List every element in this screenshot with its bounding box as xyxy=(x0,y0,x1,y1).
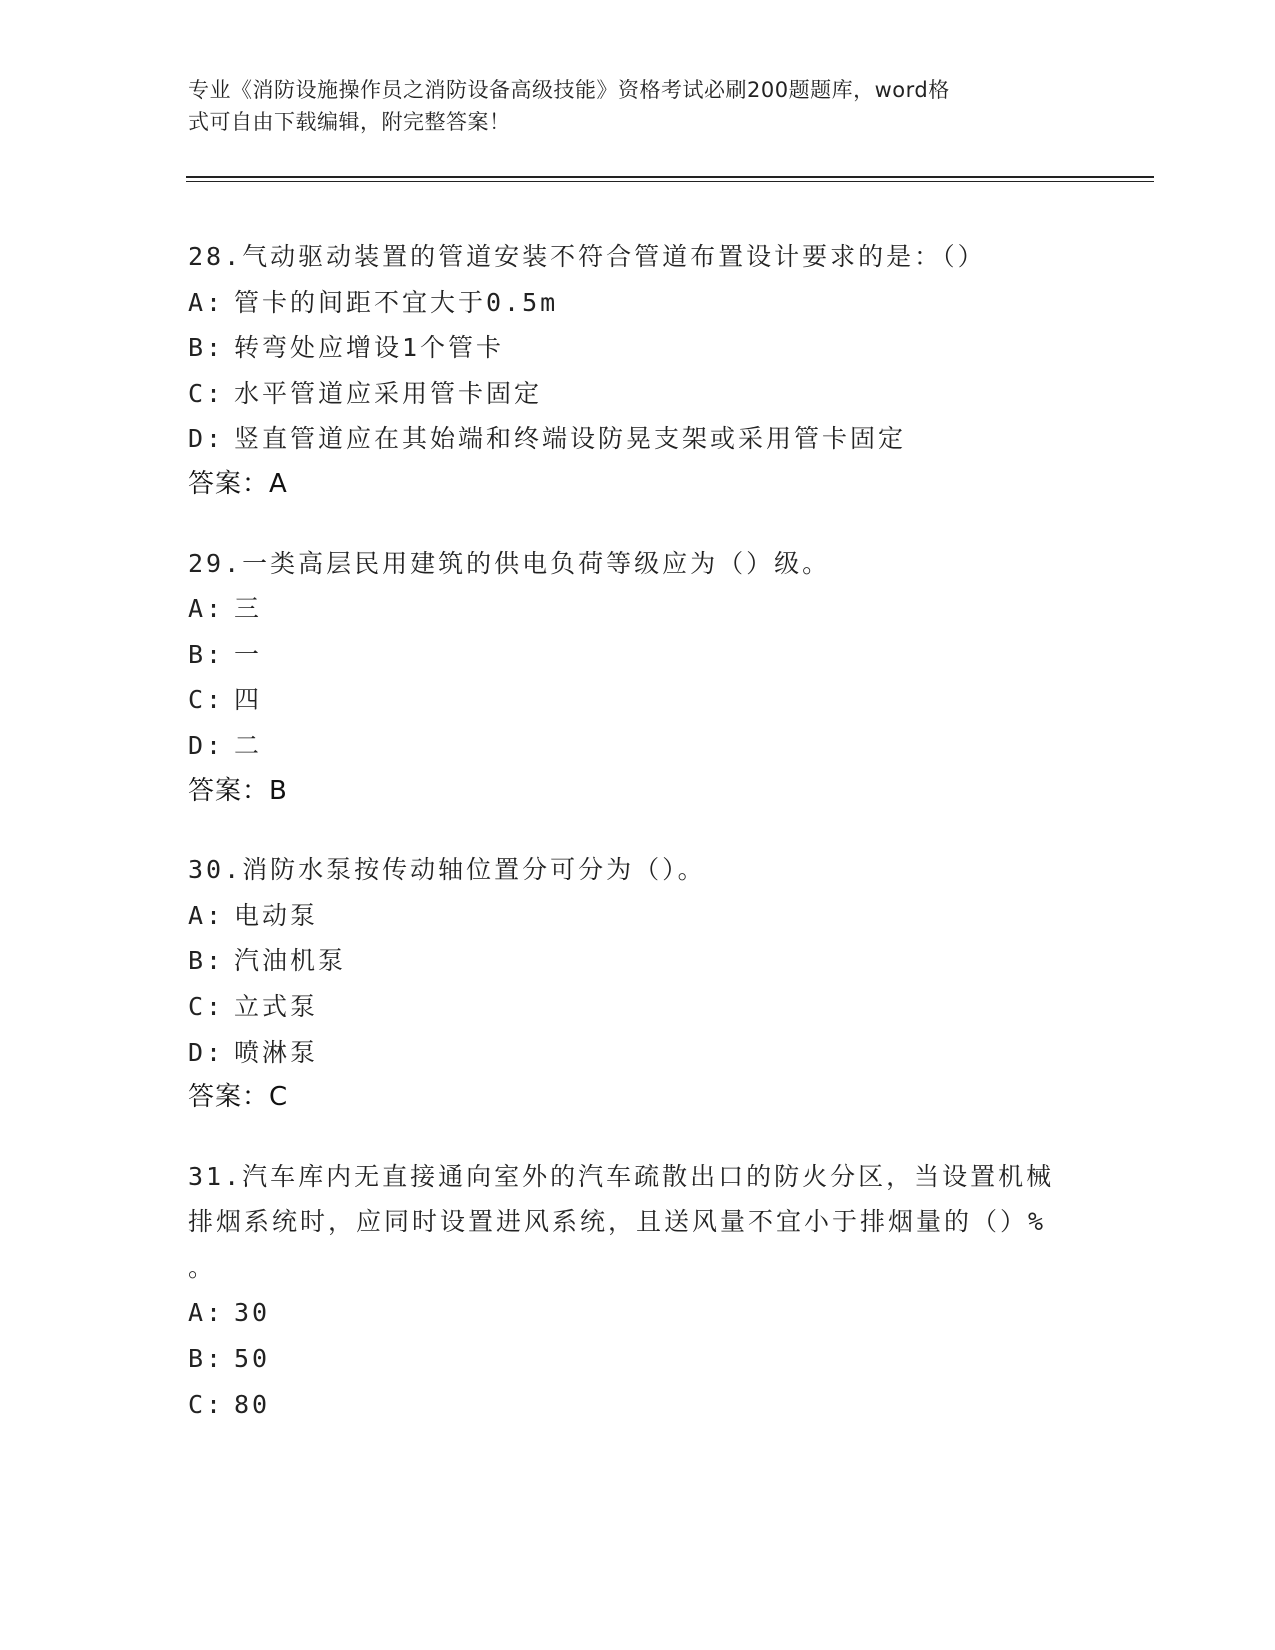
option-label: A: xyxy=(188,900,225,930)
header-rule-thin xyxy=(186,181,1154,182)
option-c xyxy=(188,984,1088,1030)
option-c xyxy=(188,371,1088,417)
option-text: 水平管道应采用管卡固定 xyxy=(234,378,543,408)
option-text: 30 xyxy=(234,1298,271,1328)
option-a xyxy=(188,280,1088,326)
option-text: 三 xyxy=(234,594,263,624)
question-stem-line-3: 。 xyxy=(188,1252,217,1282)
option-c xyxy=(188,677,1088,723)
option-text: 一 xyxy=(234,639,263,669)
question-stem: 30.消防水泵按传动轴位置分可分为（）。 xyxy=(188,855,706,885)
option-text: 80 xyxy=(234,1389,271,1419)
option-text: 竖直管道应在其始端和终端设防晃支架或采用管卡固定 xyxy=(234,424,907,454)
option-label: A: xyxy=(188,594,225,624)
question-stem-line-1: 31.汽车库内无直接通向室外的汽车疏散出口的防火分区，当设置机械 xyxy=(188,1161,1055,1191)
option-label: A: xyxy=(188,1298,225,1328)
option-label: C: xyxy=(188,685,225,715)
answer-line: 答案：B xyxy=(188,775,288,806)
header-rule-thick xyxy=(186,176,1154,178)
option-label: D: xyxy=(188,424,225,454)
answer-line: 答案：A xyxy=(188,468,288,499)
option-label: B: xyxy=(188,946,225,976)
question-29 xyxy=(188,541,1088,815)
option-d xyxy=(188,416,1088,462)
option-a xyxy=(188,893,1088,939)
option-text: 50 xyxy=(234,1344,271,1374)
option-text: 电动泵 xyxy=(234,900,319,930)
option-b xyxy=(188,938,1088,984)
option-label: A: xyxy=(188,287,225,317)
option-b xyxy=(188,1336,1088,1382)
option-b xyxy=(188,325,1088,371)
document-header xyxy=(188,74,1068,138)
option-label: C: xyxy=(188,378,225,408)
option-text: 转弯处应增设1个管卡 xyxy=(234,333,505,363)
option-text: 立式泵 xyxy=(234,991,319,1021)
option-text: 四 xyxy=(234,685,263,715)
option-text: 汽油机泵 xyxy=(234,946,347,976)
option-text: 喷淋泵 xyxy=(234,1037,319,1067)
option-text: 管卡的间距不宜大于0.5m xyxy=(234,287,559,317)
answer-line: 答案：C xyxy=(188,1082,289,1113)
option-label: D: xyxy=(188,1037,225,1067)
header-line-2: 式可自由下载编辑，附完整答案！ xyxy=(188,110,511,134)
option-d xyxy=(188,1030,1088,1076)
question-31 xyxy=(188,1154,1088,1428)
question-list xyxy=(188,234,1088,1460)
header-line-1: 专业《消防设施操作员之消防设备高级技能》资格考试必刷200题题库，word格 xyxy=(188,78,950,102)
option-label: D: xyxy=(188,730,225,760)
option-b xyxy=(188,632,1088,678)
option-a xyxy=(188,1290,1088,1336)
question-stem: 28.气动驱动装置的管道安装不符合管道布置设计要求的是：（） xyxy=(188,242,986,271)
option-label: C: xyxy=(188,1389,225,1419)
question-28 xyxy=(188,234,1088,508)
question-30 xyxy=(188,847,1088,1121)
option-label: C: xyxy=(188,991,225,1021)
option-text: 二 xyxy=(234,730,263,760)
option-d xyxy=(188,723,1088,769)
question-stem-line-2: 排烟系统时，应同时设置进风系统，且送风量不宜小于排烟量的（）% xyxy=(188,1207,1047,1237)
option-a xyxy=(188,586,1088,632)
option-label: B: xyxy=(188,1344,225,1374)
option-c xyxy=(188,1382,1088,1428)
option-label: B: xyxy=(188,639,225,669)
option-label: B: xyxy=(188,333,225,363)
question-stem: 29.一类高层民用建筑的供电负荷等级应为（）级。 xyxy=(188,548,831,578)
